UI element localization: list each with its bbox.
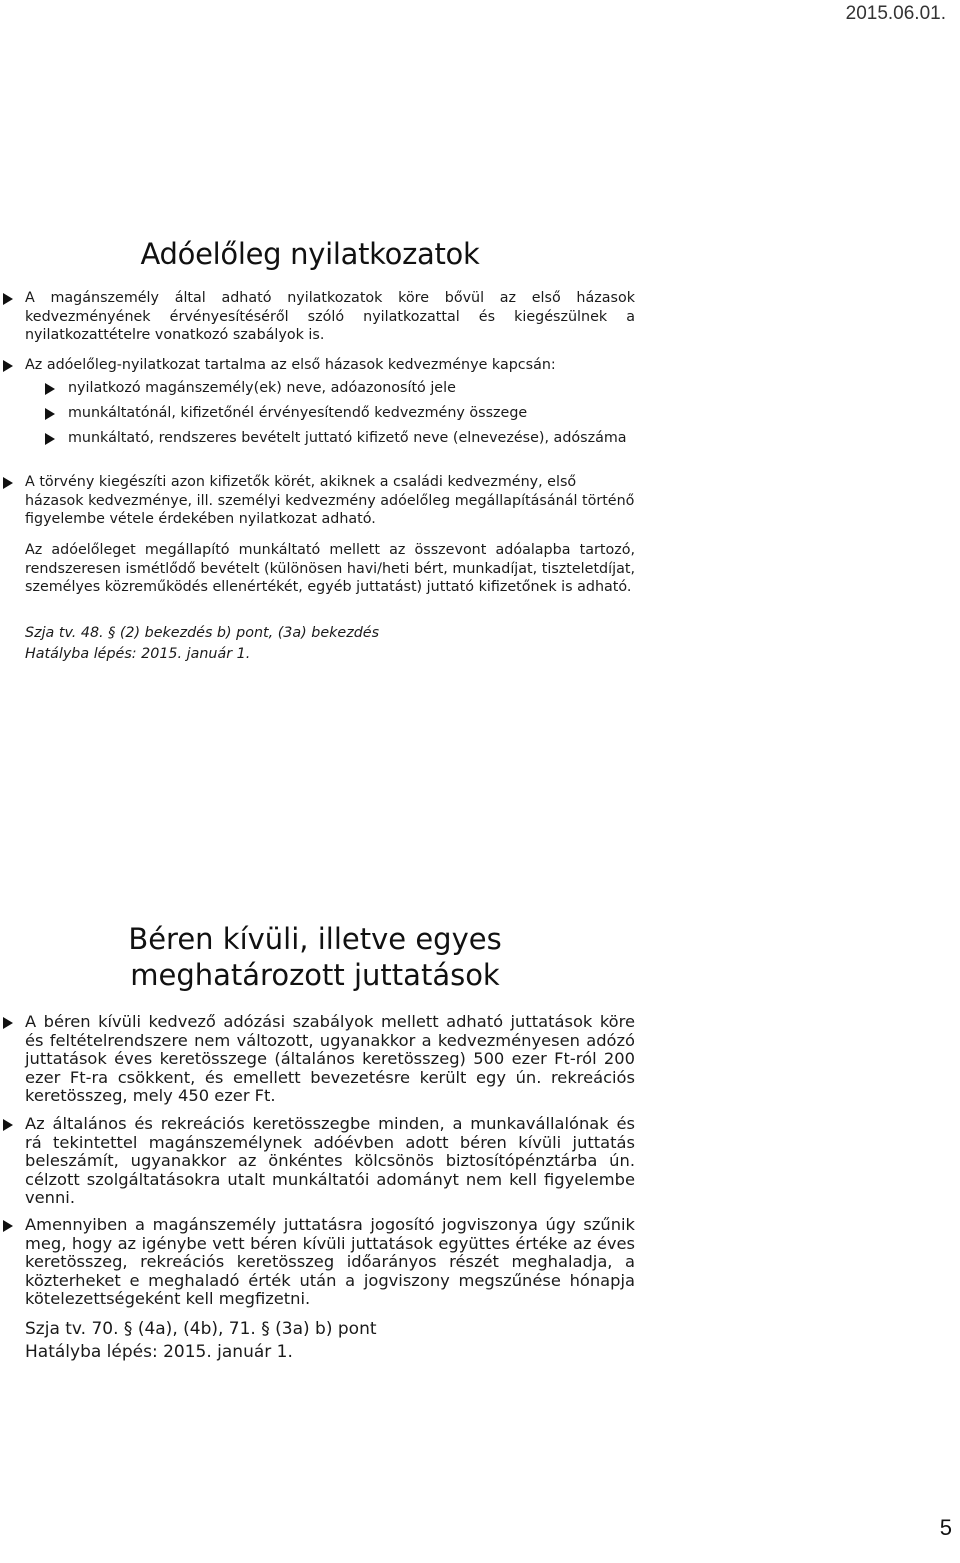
effective-date: Hatályba lépés: 2015. január 1. bbox=[25, 1342, 293, 1362]
date-header: 2015.06.01. bbox=[845, 3, 946, 24]
law-reference: Szja tv. 70. § (4a), (4b), 71. § (3a) b) pont bbox=[25, 1319, 377, 1339]
sub-bullet-text: nyilatkozó magánszemély(ek) neve, adóazonosító jele bbox=[68, 380, 456, 396]
page-number: 5 bbox=[939, 1515, 952, 1540]
bullet-arrow-icon bbox=[3, 1119, 13, 1131]
bullet-arrow-icon bbox=[3, 477, 13, 489]
paragraph: Az adóelőleget megállapító munkáltató mellett az összevont adóalapba tartozó, rendszeresen ismétlődő bevételt (különösen havi/heti bért, munkadíjat, tiszteletdíjat, személyes közreműködés ellenértékét, egyéb juttatást) juttató kifizetőnek is adható. bbox=[25, 542, 635, 595]
sub-bullet-arrow-icon bbox=[45, 408, 55, 420]
bullet-arrow-icon bbox=[3, 293, 13, 305]
bullet-arrow-icon bbox=[3, 1220, 13, 1232]
bullet-text: A törvény kiegészíti azon kifizetők körét, akiknek a családi kedvezmény, első házasok kedvezménye, ill. személyi kedvezmény adóelőleg megállapításánál történő figyelembe vétele érdekében nyilatkozat adható. bbox=[25, 474, 635, 527]
slide-title: Adóelőleg nyilatkozatok bbox=[140, 237, 480, 271]
sub-bullet-arrow-icon bbox=[45, 433, 55, 445]
bullet-text: A béren kívüli kedvező adózási szabályok mellett adható juttatások köre és feltételrendszere nem változott, ugyanakkor a kedvezményesen adózó juttatások éves keretösszege (általános keretösszeg) 500 ezer Ft-ról 200 ezer Ft-ra csökkent, és emellett bevezetésre került egy ún. rekreációs keretösszeg, mely 450 ezer Ft. bbox=[25, 1012, 635, 1106]
effective-date: Hatályba lépés: 2015. január 1. bbox=[25, 646, 251, 662]
bullet-text: Amennyiben a magánszemély juttatásra jogosító jogviszonya úgy szűnik meg, hogy az igénybe vett béren kívüli juttatások együttes értéke az éves keretösszeg, rekreációs keretösszeg időarányos részét meghaladja, a közterheket e meghaladó érték után a jogviszony megszűnése hónapja kötelezettségeként kell megfizetni. bbox=[25, 1215, 635, 1309]
sub-bullet-text: munkáltató, rendszeres bevételt juttató kifizető neve (elnevezése), adószáma bbox=[68, 430, 627, 446]
sub-bullet-arrow-icon bbox=[45, 383, 55, 395]
bullet-arrow-icon bbox=[3, 360, 13, 372]
sub-bullet-text: munkáltatónál, kifizetőnél érvényesítendő kedvezmény összege bbox=[68, 405, 528, 421]
bullet-text: A magánszemély által adható nyilatkozatok köre bővül az első házasok kedvezményének érvényesítéséről szóló nyilatkozattal és kiegészülnek a nyilatkozattételre vonatkozó szabályok is. bbox=[25, 290, 635, 343]
bullet-text: Az általános és rekreációs keretösszegbe minden, a munkavállalónak és rá tekintettel magánszemélynek adóévben adott béren kívüli juttatás beleszámít, ugyanakkor az önkéntes kölcsönös biztosítópénztárba ún. célzott szolgáltatásokra utalt munkáltatói adományt nem kell figyelembe venni. bbox=[25, 1114, 635, 1208]
bullet-arrow-icon bbox=[3, 1017, 13, 1029]
law-reference: Szja tv. 48. § (2) bekezdés b) pont, (3a) bekezdés bbox=[25, 625, 380, 641]
bullet-text: Az adóelőleg-nyilatkozat tartalma az első házasok kedvezménye kapcsán: bbox=[25, 357, 556, 373]
slide-title: Béren kívüli, illetve egyes meghatározott juttatások bbox=[128, 922, 502, 992]
